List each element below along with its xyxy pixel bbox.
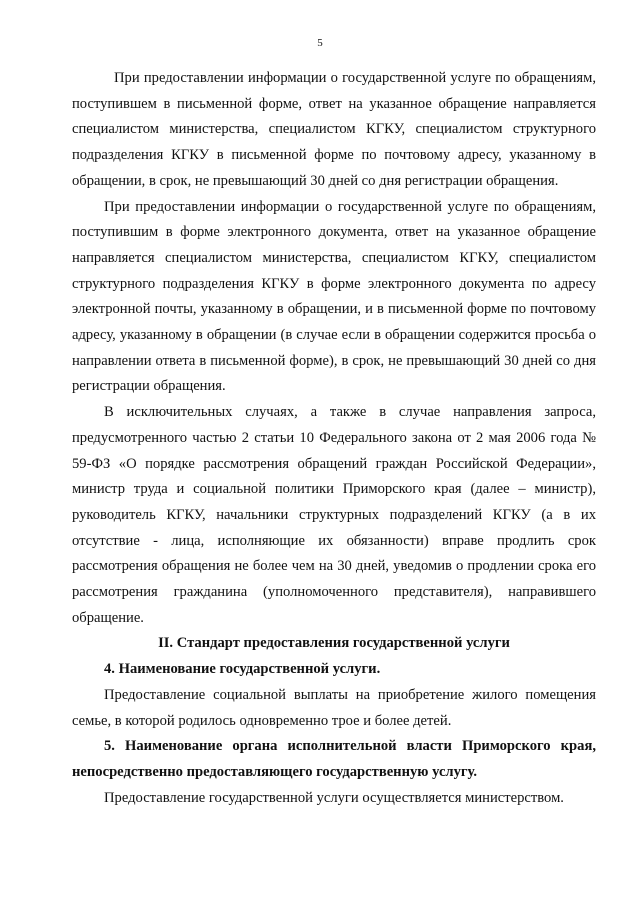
paragraph-electronic-response: При предоставлении информации о государственной услуге по обращениям, поступившим в форме электронного документа, ответ на указанное обращение направляется специалистом министерства, специалистом КГКУ, специалистом структурного подразделения КГКУ в форме электронного документа по адресу электронной почты, указанному в обращении, и в письменной форме по почтовому адресу, указанному в обращении (в случае если в обращении содержится просьба о направлении ответа в письменной форме), в срок, не превышающий 30 дней со дня регистрации обращения. — [72, 198, 596, 395]
item-5-text: Предоставление государственной услуги осуществляется министерством. — [104, 789, 564, 806]
page-number: 5 — [317, 37, 323, 49]
paragraph-written-response: При предоставлении информации о государственной услуге по обращениям, поступившем в письменной форме, ответ на указанное обращение направляется специалистом министерства, специалистом КГКУ, специалистом структурного подразделения КГКУ в письменной форме по почтовому адресу, указанному в обращении, в срок, не превышающий 30 дней со дня регистрации обращения. — [72, 70, 596, 189]
item-4-text: Предоставление социальной выплаты на приобретение жилого помещения семье, в которой родилось одновременно трое и более детей. — [72, 686, 596, 729]
section-heading: II. Стандарт предоставления государственной услуги — [158, 635, 510, 652]
item-4-heading: 4. Наименование государственной услуги. — [104, 661, 381, 678]
item-5-heading: 5. Наименование органа исполнительной власти Приморского края, непосредственно предоставляющего государственную услугу. — [72, 738, 596, 780]
paragraph-extension: В исключительных случаях, а также в случае направления запроса, предусмотренного частью 2 статьи 10 Федерального закона от 2 мая 2006 года № 59-ФЗ «О порядке рассмотрения обращений граждан Российской Федерации», министр труда и социальной политики Приморского края (далее – министр), руководитель КГКУ, начальники структурных подразделений КГКУ (а в их отсутствие - лица, исполняющие их обязанности) вправе продлить срок рассмотрения обращения не более чем на 30 дней, уведомив о продлении срока его рассмотрения гражданина (уполномоченного представителя), направившего обращение. — [72, 404, 596, 626]
document-body — [72, 66, 596, 811]
